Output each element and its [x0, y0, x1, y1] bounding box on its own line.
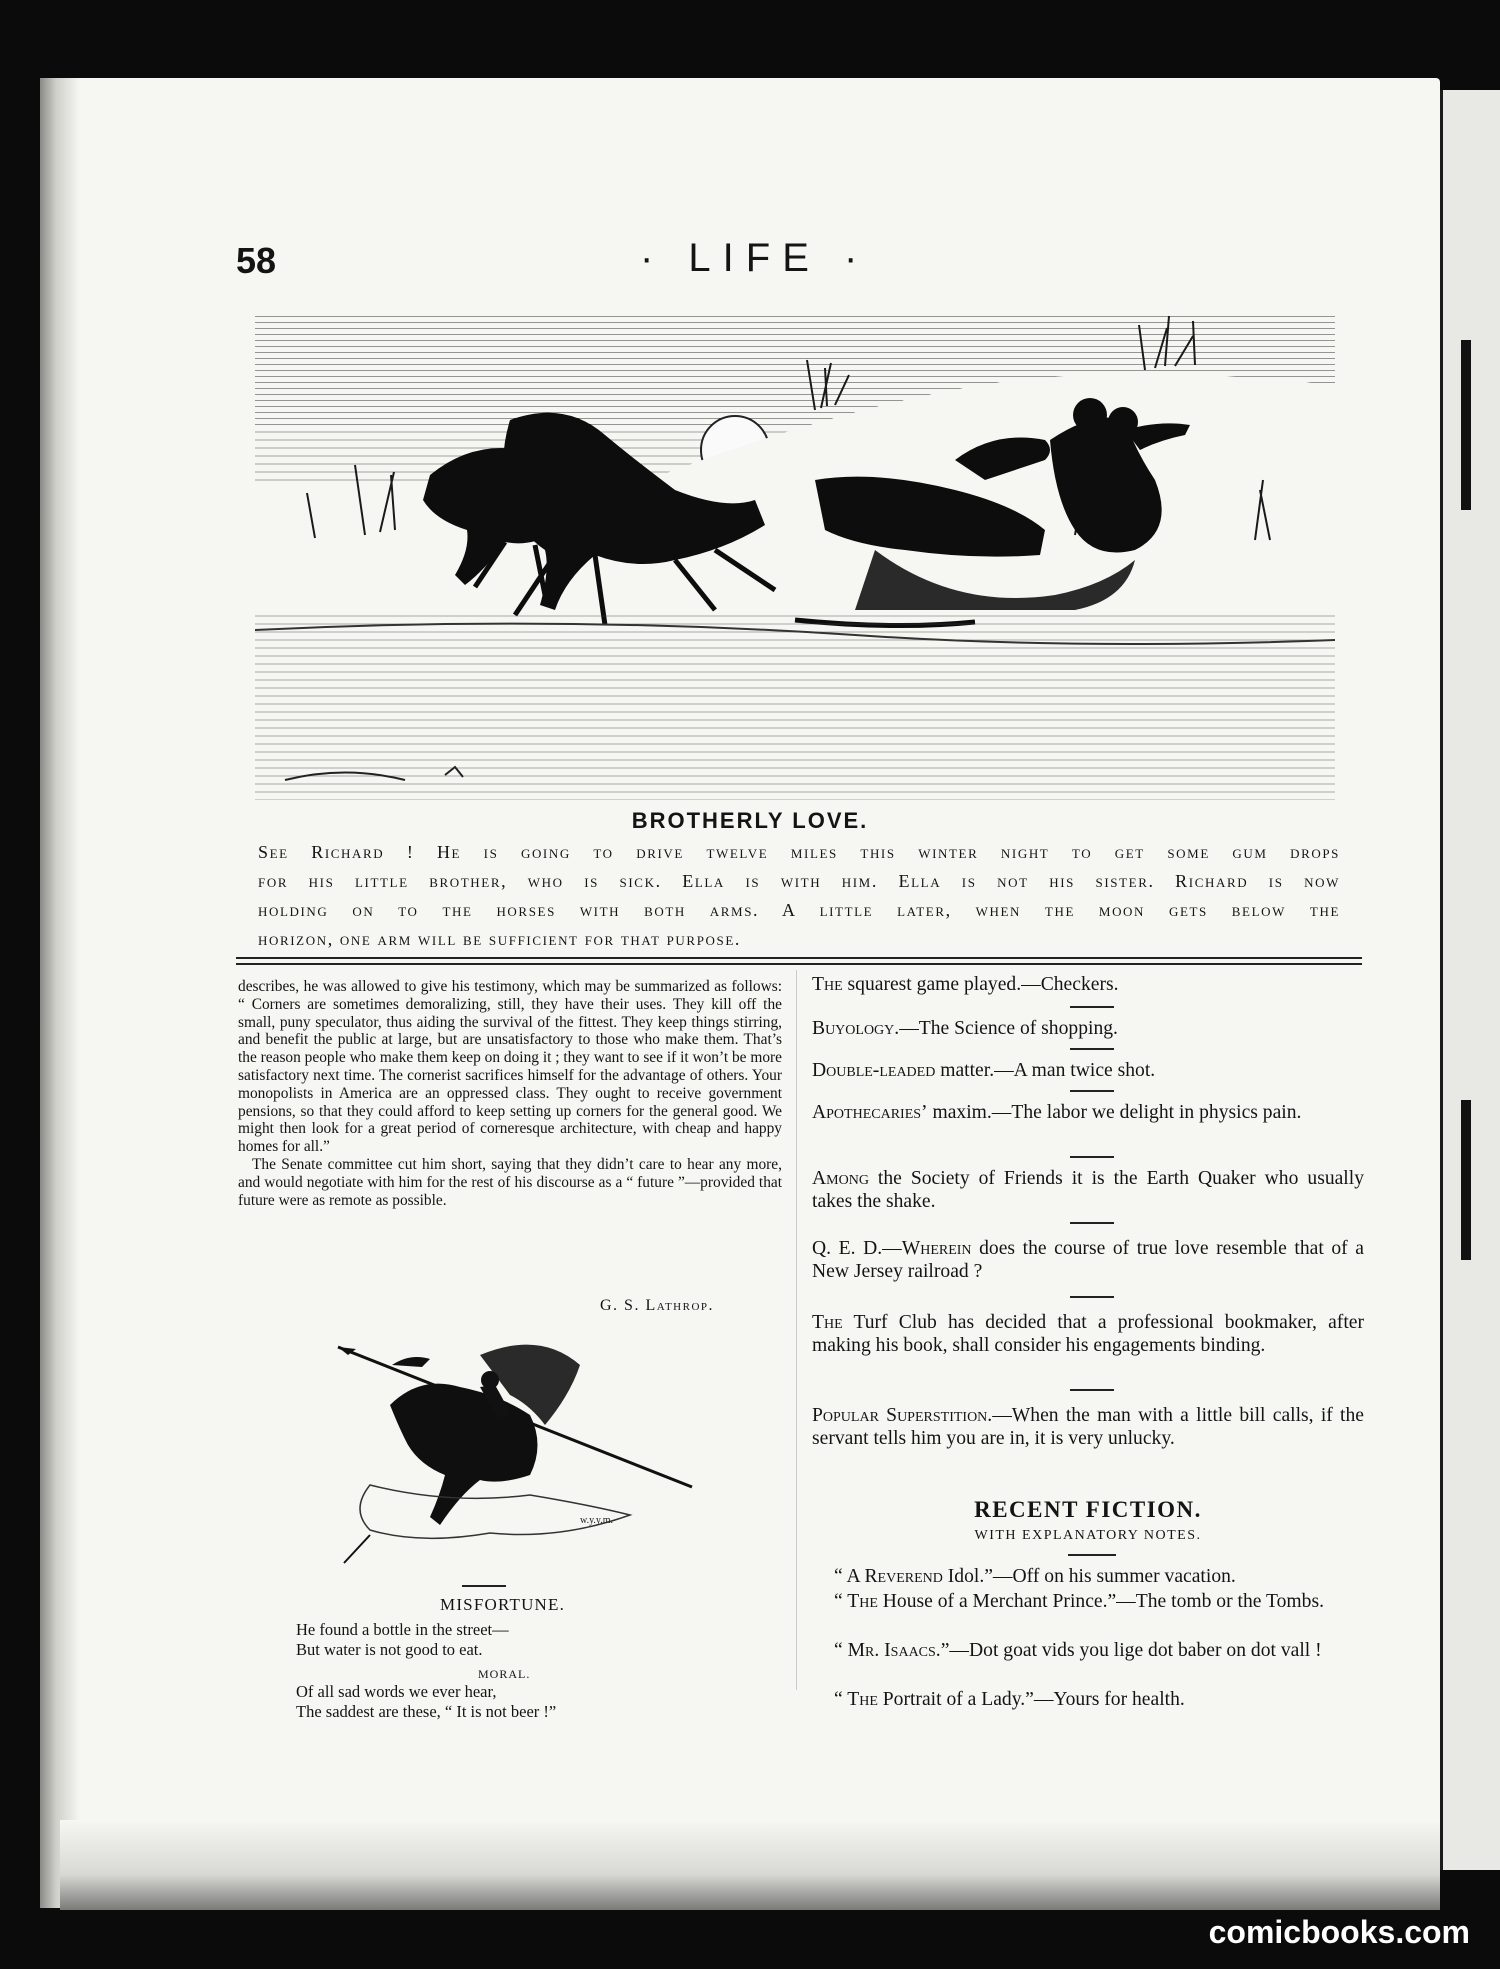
pegasus-rider-illustration	[330, 1335, 700, 1565]
poem-line: But water is not good to eat.	[296, 1640, 483, 1659]
section-subheading: WITH EXPLANATORY NOTES.	[974, 1528, 1202, 1543]
joke-item	[812, 1168, 1364, 1213]
fiction-item	[820, 1591, 1364, 1614]
poem-title: MISFORTUNE.	[440, 1595, 566, 1614]
short-divider	[1068, 1554, 1116, 1556]
short-divider	[1070, 1090, 1114, 1092]
short-divider	[1070, 1296, 1114, 1298]
poem-line: Of all sad words we ever hear,	[296, 1682, 497, 1701]
page-tab-mark	[1461, 1100, 1471, 1260]
caption-line: See Richard ! He is going to drive twelve miles this winter night to get some gum drops	[258, 842, 1340, 862]
fiction-lead: “ A Reverend	[834, 1566, 943, 1587]
joke-item	[812, 1102, 1364, 1125]
article-paragraph: The Senate committee cut him short, saying that they didn’t care to hear any more, and would negotiate with him for the rest of his discourse as a “ future ”—provided that future were as remote as possible.	[238, 1155, 782, 1209]
joke-lead: Among	[812, 1168, 869, 1189]
svg-text:w.y.y.m.: w.y.y.m.	[580, 1515, 614, 1526]
joke-text: maxim.—The labor we delight in physics pain.	[927, 1102, 1302, 1123]
joke-lead: Q. E. D.—Wherein	[812, 1238, 972, 1259]
fiction-lead: “ Mr. Isaacs.	[834, 1640, 941, 1661]
joke-lead: The	[812, 974, 843, 995]
masthead-title: · LIFE ·	[640, 236, 870, 280]
joke-item	[812, 1312, 1364, 1357]
article-paragraph: describes, he was allowed to give his testimony, which may be summarized as follows: “ Corners are sometimes demoralizing, still, they have their uses. They kill off the small, puny speculator, thus aiding the survival of the fittest. They keep things stirring, and benefit the public at large, but are unsatisfactory to those who make them. That’s the reason people who make them keep on doing it ; they want to see if it won’t be more satisfactory next time. The cornerist sacrifices himself for the advantage of others. Your monopolists in America are an oppressed class. They ought to receive government pensions, so that they could afford to keep setting up corners for the general good. We might then look for a great period of corneresque architecture, with cheap and happy homes for all.”	[238, 978, 782, 1156]
page-number: 58	[236, 240, 277, 281]
site-watermark: comicbooks.com	[1208, 1914, 1470, 1950]
short-divider	[1070, 1222, 1114, 1224]
joke-item	[812, 974, 1364, 997]
adjacent-page-edge	[1440, 90, 1500, 1870]
joke-text: —When the man with a little bill calls, if the servant tells him you are in, it is very unlucky.	[812, 1405, 1364, 1449]
binding-shadow	[40, 78, 80, 1908]
poem-line: The saddest are these, “ It is not beer !”	[296, 1702, 557, 1721]
column-divider	[796, 970, 797, 1690]
joke-text: —The Science of shopping.	[899, 1018, 1118, 1039]
joke-item	[812, 1405, 1364, 1450]
short-divider	[1070, 1156, 1114, 1158]
caption-line: for his little brother, who is sick. Ella is with him. Ella is not his sister. Richard is now	[258, 871, 1340, 891]
left-column-text	[238, 978, 782, 1209]
joke-text: squarest game played.—Checkers.	[842, 974, 1119, 995]
joke-text: does the course of true love resemble that of a New Jersey railroad ?	[812, 1238, 1364, 1282]
joke-text: Turf Club has decided that a professional bookmaker, after making his book, shall consider his engagements binding.	[812, 1312, 1364, 1356]
sleigh-illustration	[255, 310, 1335, 800]
joke-item	[812, 1060, 1364, 1083]
poem-line: He found a bottle in the street—	[296, 1620, 509, 1639]
joke-lead: Apothecaries’	[812, 1102, 928, 1123]
page-tab-mark	[1461, 340, 1471, 510]
fiction-lead: “ The	[834, 1591, 878, 1612]
joke-text: the Society of Friends it is the Earth Quaker who usually takes the shake.	[812, 1168, 1364, 1212]
fiction-lead: “ The	[834, 1689, 878, 1710]
short-divider	[1070, 1006, 1114, 1008]
short-divider	[1070, 1389, 1114, 1391]
fiction-text: Idol.”—Off on his summer vacation.	[942, 1566, 1236, 1587]
section-divider	[236, 963, 1362, 965]
caption-line: horizon, one arm will be sufficient for that purpose.	[258, 929, 741, 949]
caption-line: holding on to the horses with both arms. A little later, when the moon gets below the	[258, 900, 1340, 920]
fiction-item	[820, 1640, 1364, 1663]
section-divider	[236, 957, 1362, 959]
fiction-item	[820, 1689, 1364, 1712]
cartoon-caption	[258, 838, 1340, 954]
short-divider	[1070, 1048, 1114, 1050]
joke-lead: The	[812, 1312, 843, 1333]
fiction-text: ”—Dot goat vids you lige dot baber on dot vall !	[940, 1640, 1322, 1661]
joke-lead: Popular Superstition.	[812, 1405, 993, 1426]
page-bottom-shadow	[60, 1820, 1440, 1910]
fiction-item	[820, 1566, 1364, 1589]
short-divider	[462, 1585, 506, 1587]
joke-item	[812, 1018, 1364, 1041]
joke-text: matter.—A man twice shot.	[935, 1060, 1156, 1081]
joke-lead: Double-leaded	[812, 1060, 936, 1081]
section-heading: RECENT FICTION.	[974, 1497, 1202, 1522]
poem-moral-label: MORAL.	[478, 1667, 531, 1681]
joke-item	[812, 1238, 1364, 1283]
fiction-text: House of a Merchant Prince.”—The tomb or the Tombs.	[877, 1591, 1324, 1612]
cartoon-title: BROTHERLY LOVE.	[631, 808, 869, 833]
author-signature: G. S. Lathrop.	[600, 1297, 715, 1314]
joke-lead: Buyology.	[812, 1018, 900, 1039]
fiction-text: Portrait of a Lady.”—Yours for health.	[877, 1689, 1185, 1710]
